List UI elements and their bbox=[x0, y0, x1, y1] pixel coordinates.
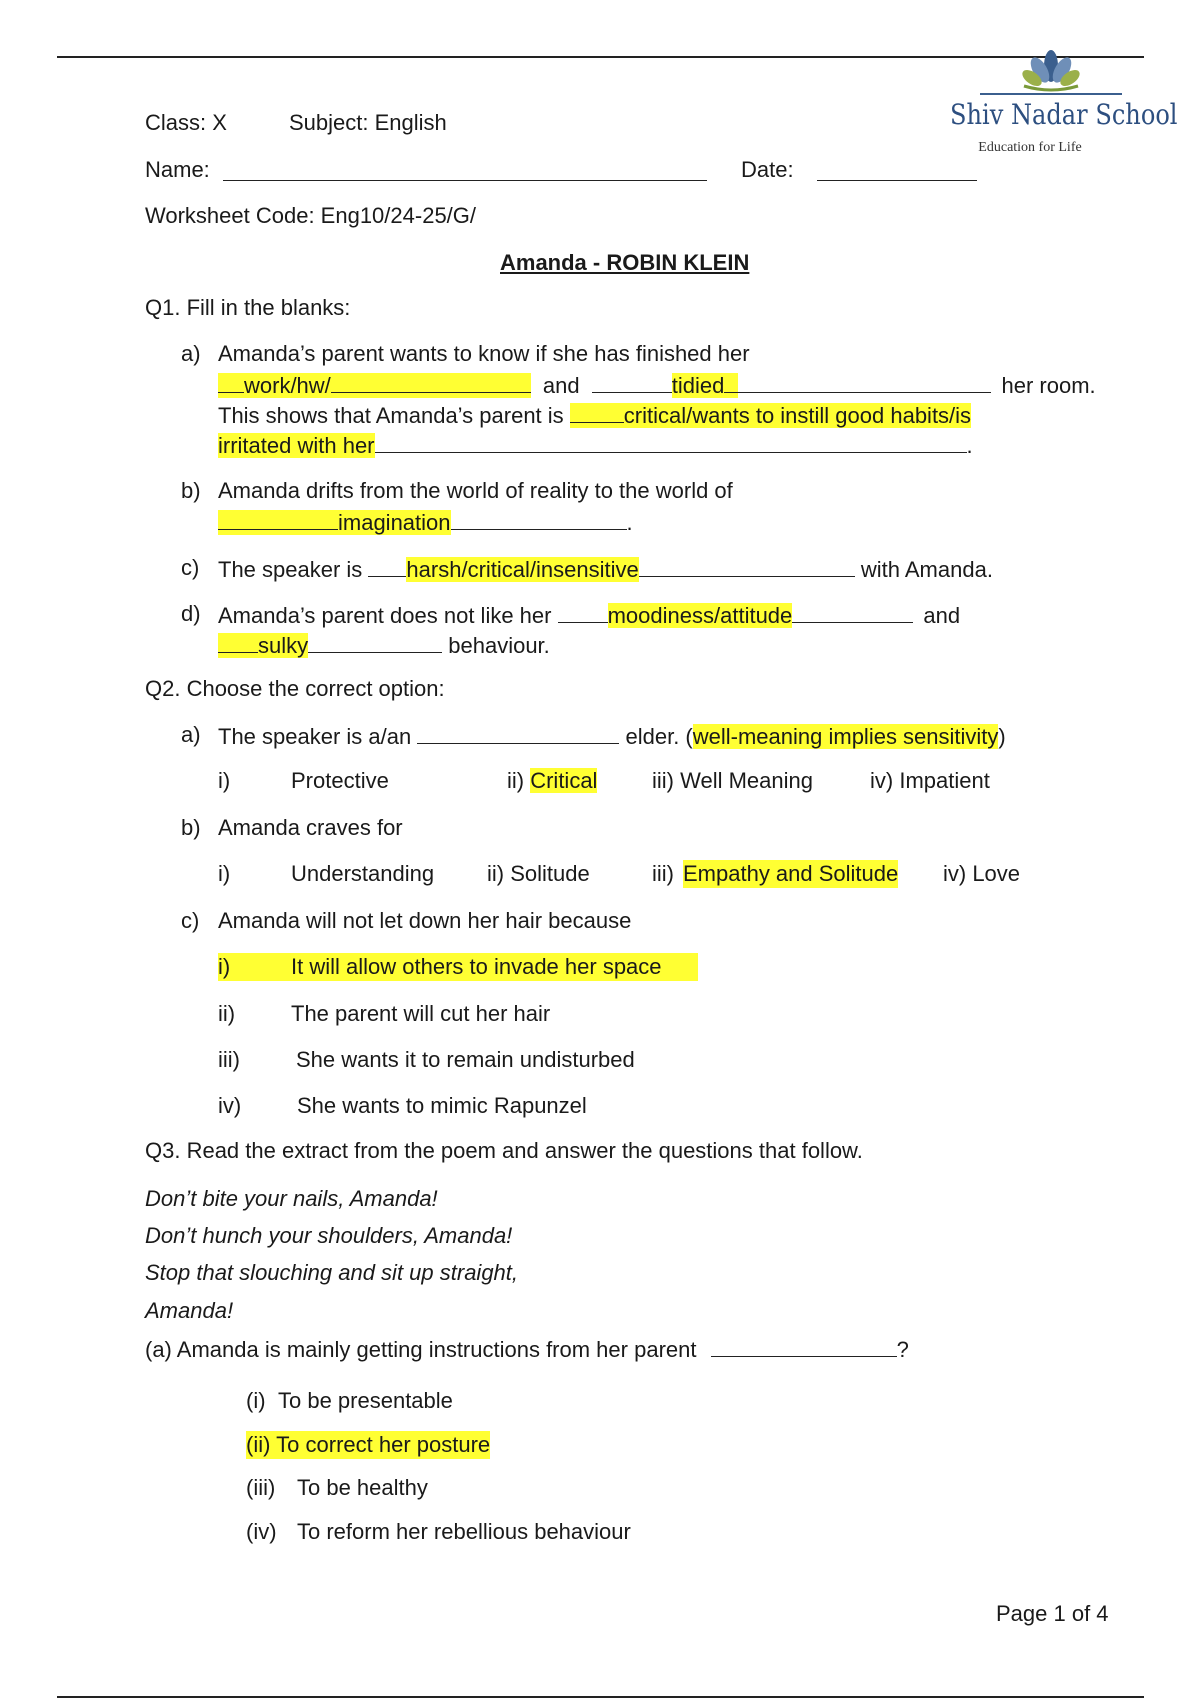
school-logo bbox=[950, 42, 1178, 172]
lotus-icon bbox=[950, 42, 1150, 102]
extract-line-4: Amanda! bbox=[145, 1298, 234, 1323]
q3a-qmark: ? bbox=[896, 1337, 909, 1362]
q2a-opt2 bbox=[507, 767, 597, 795]
worksheet-code: Worksheet Code: Eng10/24-25/G/ bbox=[145, 203, 477, 228]
q1a-answer2: tidied bbox=[671, 373, 725, 398]
q2a-opt1: Protective bbox=[291, 768, 389, 793]
q3-option-2 bbox=[246, 1431, 490, 1459]
date-label: Date: bbox=[741, 157, 794, 182]
q2b-opt1-num: i) bbox=[218, 861, 231, 886]
page-number: Page 1 of 4 bbox=[996, 1601, 1109, 1626]
page-title: Amanda - ROBIN KLEIN bbox=[500, 250, 750, 275]
q1b-line2 bbox=[218, 507, 633, 537]
q2-heading: Q2. Choose the correct option: bbox=[145, 676, 445, 701]
q1c-pre: The speaker is bbox=[218, 557, 363, 582]
q3-opt4-num: (iv) bbox=[246, 1519, 277, 1544]
q2c-opt4-num: iv) bbox=[218, 1093, 242, 1118]
q1c-marker: c) bbox=[181, 555, 200, 580]
q2c-opt3-text: She wants it to remain undisturbed bbox=[296, 1047, 635, 1072]
q1c-answer: harsh/critical/insensitive bbox=[406, 557, 639, 582]
q2b-marker: b) bbox=[181, 815, 201, 840]
q3-opt1-text: To be presentable bbox=[278, 1388, 453, 1413]
q2c-text: Amanda will not let down her hair because bbox=[218, 908, 632, 933]
q1c-line bbox=[218, 554, 993, 584]
q2b-opt4: iv) Love bbox=[943, 861, 1021, 886]
q2c-opt3-num: iii) bbox=[218, 1047, 240, 1072]
q1b-marker: b) bbox=[181, 478, 201, 503]
q3a-question bbox=[145, 1334, 909, 1364]
q3-opt3-text: To be healthy bbox=[297, 1475, 428, 1500]
q1a-line3 bbox=[218, 400, 971, 430]
q1a-answer1: work/hw/ bbox=[244, 373, 331, 398]
q2c-opt1-num: i) bbox=[218, 954, 231, 979]
q2a-line bbox=[218, 721, 1006, 751]
q2a-post: elder. ( bbox=[625, 724, 693, 749]
q3-opt4-text: To reform her rebellious behaviour bbox=[297, 1519, 631, 1544]
q2a-close: ) bbox=[998, 724, 1006, 749]
q1d-answer2: sulky bbox=[258, 633, 309, 658]
q2a-marker: a) bbox=[181, 722, 201, 747]
q1d-line2 bbox=[218, 630, 550, 660]
date-field[interactable] bbox=[817, 158, 977, 181]
q2b-opt3-num: iii) bbox=[652, 861, 674, 886]
extract-line-2: Don’t hunch your shoulders, Amanda! bbox=[145, 1223, 513, 1248]
q2c-opt2-text: The parent will cut her hair bbox=[291, 1001, 551, 1026]
q1a-line3-text: This shows that Amanda’s parent is bbox=[218, 403, 564, 428]
subject-label: Subject: English bbox=[289, 110, 447, 135]
school-tagline: Education for Life bbox=[978, 140, 1082, 155]
q2a-opt4: iv) Impatient bbox=[870, 768, 990, 793]
q2c-option-1 bbox=[218, 953, 698, 981]
q2a-opt3: iii) Well Meaning bbox=[652, 768, 813, 793]
q1a-line2 bbox=[218, 370, 1096, 400]
q1d-pre: Amanda’s parent does not like her bbox=[218, 603, 552, 628]
q1d-answer1: moodiness/attitude bbox=[607, 603, 793, 628]
q2c-opt4-text: She wants to mimic Rapunzel bbox=[297, 1093, 587, 1118]
q2c-opt2-num: ii) bbox=[218, 1001, 236, 1026]
extract-line-3: Stop that slouching and sit up straight, bbox=[145, 1260, 519, 1285]
name-label: Name: bbox=[145, 157, 210, 182]
q1a-answer3b: irritated with her bbox=[218, 433, 375, 458]
q1-heading: Q1. Fill in the blanks: bbox=[145, 295, 351, 320]
q1c-post: with Amanda. bbox=[860, 557, 993, 582]
q1b-answer: imagination bbox=[338, 510, 451, 535]
q3-opt2-text: To correct her posture bbox=[276, 1432, 491, 1457]
q2a-opt2-text: ii) Critical bbox=[507, 768, 598, 793]
q2a-note: well-meaning implies sensitivity bbox=[692, 724, 999, 749]
q2a-opt1-num: i) bbox=[218, 768, 231, 793]
q3-opt3-num: (iii) bbox=[246, 1475, 276, 1500]
q1a-and: and bbox=[542, 373, 580, 398]
q1a-line4 bbox=[218, 430, 973, 460]
q2c-marker: c) bbox=[181, 908, 200, 933]
q1b-period: . bbox=[626, 510, 633, 535]
school-name: Shiv Nadar School bbox=[950, 98, 1178, 131]
q1d-post: behaviour. bbox=[448, 633, 550, 658]
q1a-marker: a) bbox=[181, 341, 201, 366]
q1a-end: her room. bbox=[1001, 373, 1096, 398]
q3-opt2-num: (ii) bbox=[246, 1432, 271, 1457]
q1d-line1 bbox=[218, 600, 960, 630]
q3-opt1-num: (i) bbox=[246, 1388, 266, 1413]
q2a-pre: The speaker is a/an bbox=[218, 724, 412, 749]
name-field[interactable] bbox=[223, 158, 707, 181]
q1a-line1: Amanda’s parent wants to know if she has finished her bbox=[218, 341, 750, 366]
q1b-line1: Amanda drifts from the world of reality to the world of bbox=[218, 478, 733, 503]
q3-heading: Q3. Read the extract from the poem and answer the questions that follow. bbox=[145, 1138, 863, 1163]
q2b-opt3: Empathy and Solitude bbox=[683, 861, 899, 886]
q2b-text: Amanda craves for bbox=[218, 815, 403, 840]
q2b-opt1: Understanding bbox=[291, 861, 435, 886]
q3a-text: (a) Amanda is mainly getting instructions from her parent bbox=[145, 1337, 697, 1362]
extract-line-1: Don’t bite your nails, Amanda! bbox=[145, 1186, 438, 1211]
bottom-rule bbox=[57, 1696, 1144, 1698]
q2c-opt1-text: It will allow others to invade her space bbox=[291, 954, 662, 979]
q1a-answer3a: critical/wants to instill good habits/is bbox=[623, 403, 972, 428]
q1d-and: and bbox=[923, 603, 961, 628]
q2b-opt2: ii) Solitude bbox=[487, 861, 590, 886]
q1d-marker: d) bbox=[181, 601, 201, 626]
class-label: Class: X bbox=[145, 110, 227, 135]
q1a-period: . bbox=[966, 433, 973, 458]
